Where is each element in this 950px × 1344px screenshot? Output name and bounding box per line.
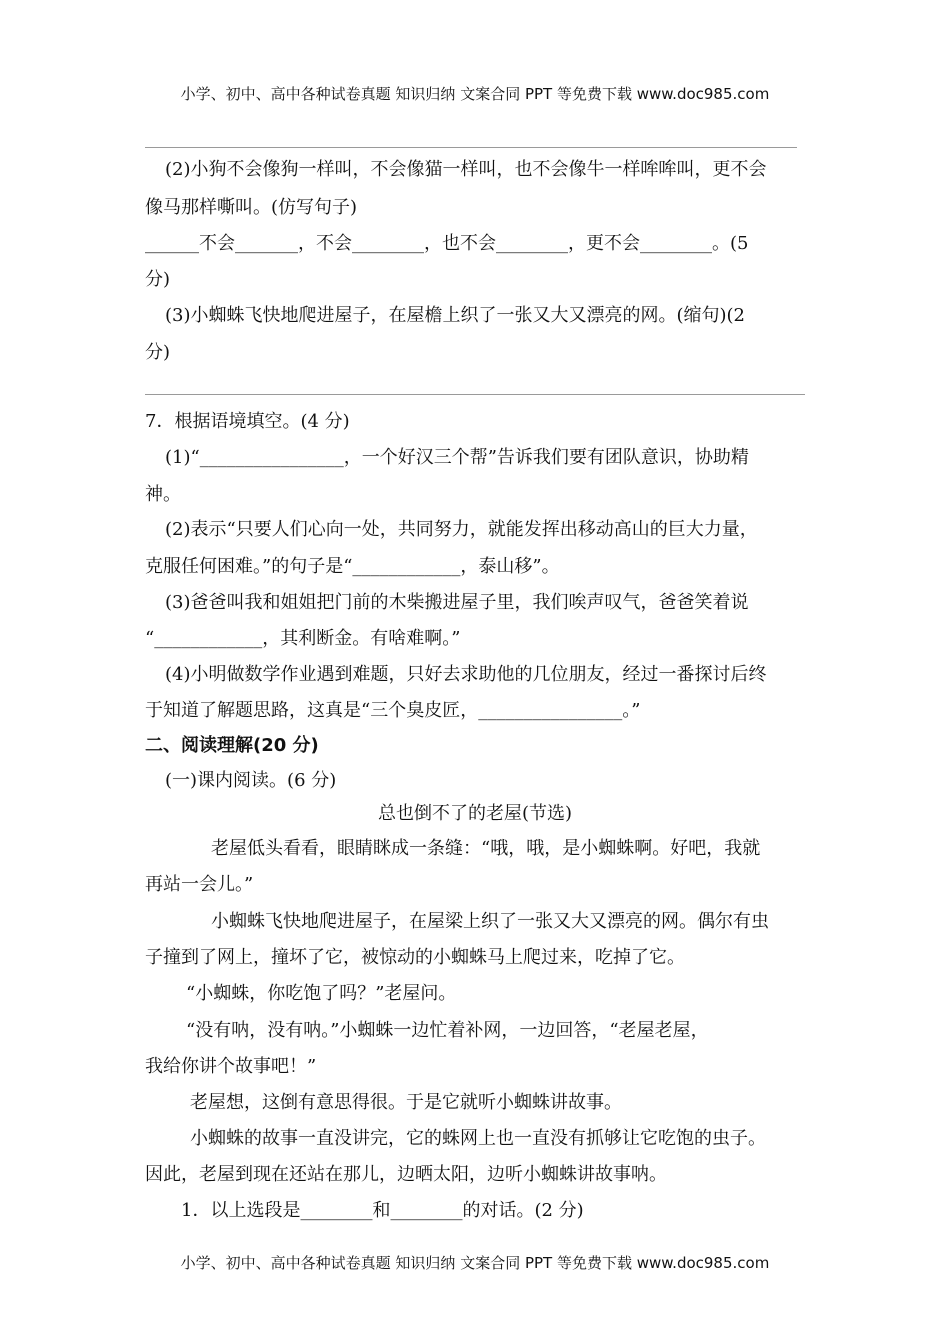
q7-item2-line2: 克服任何困难。”的句子是“____________，泰山移”。 — [145, 556, 560, 577]
passage-para2-line1: 小蜘蛛飞快地爬进屋子，在屋梁上织了一张又大又漂亮的网。偶尔有虫 — [211, 911, 769, 932]
passage-para5: 老屋想，这倒有意思得很。于是它就听小蜘蛛讲故事。 — [190, 1092, 622, 1113]
q7-item3-line2: “____________，其利断金。有啥难啊。” — [145, 628, 461, 649]
q6-part2-score: 分) — [145, 269, 171, 290]
q6-part2-fill-line: ______不会_______，不会________，也不会________，更不会________。(5 — [145, 233, 749, 254]
passage-para1-line1: 老屋低头看看，眼睛眯成一条缝：“哦，哦，是小蜘蛛啊。好吧，我就 — [211, 838, 761, 859]
section2-sub-heading: (一)课内阅读。(6 分) — [165, 770, 337, 791]
q7-item1-line1: (1)“________________，一个好汉三个帮”告诉我们要有团队意识，协助精 — [165, 447, 749, 468]
reading-question-1: 1．以上选段是________和________的对话。(2 分) — [181, 1200, 584, 1221]
answer-line — [145, 394, 805, 395]
q7-item4-line2: 于知道了解题思路，这真是“三个臭皮匠，________________。” — [145, 700, 641, 721]
q6-part2-line1: (2)小狗不会像狗一样叫，不会像猫一样叫，也不会像牛一样哞哞叫，更不会 — [165, 159, 767, 180]
q7-item2-line1: (2)表示“只要人们心向一处，共同努力，就能发挥出移动高山的巨大力量， — [165, 519, 758, 540]
passage-para6-line2: 因此，老屋到现在还站在那儿，边晒太阳，边听小蜘蛛讲故事呐。 — [145, 1164, 667, 1185]
section2-heading: 二、阅读理解(20 分) — [145, 735, 319, 756]
passage-para4-line1: “没有呐，没有呐。”小蜘蛛一边忙着补网，一边回答，“老屋老屋， — [186, 1020, 709, 1041]
q7-title: 7．根据语境填空。(4 分) — [145, 411, 350, 432]
passage-para6-line1: 小蜘蛛的故事一直没讲完，它的蛛网上也一直没有抓够让它吃饱的虫子。 — [190, 1128, 766, 1149]
q6-part3-line1: (3)小蜘蛛飞快地爬进屋子，在屋檐上织了一张又大又漂亮的网。(缩句)(2 — [165, 305, 746, 326]
q6-part3-line2: 分) — [145, 342, 171, 363]
passage-title: 总也倒不了的老屋(节选) — [377, 803, 573, 824]
passage-para4-line2: 我给你讲个故事吧！” — [145, 1056, 317, 1077]
passage-para3: “小蜘蛛，你吃饱了吗？”老屋问。 — [186, 983, 457, 1004]
q7-item3-line1: (3)爸爸叫我和姐姐把门前的木柴搬进屋子里，我们唉声叹气，爸爸笑着说 — [165, 592, 749, 613]
q7-item4-line1: (4)小明做数学作业遇到难题，只好去求助他的几位朋友，经过一番探讨后终 — [165, 664, 767, 685]
passage-para2-line2: 子撞到了网上，撞坏了它，被惊动的小蜘蛛马上爬过来，吃掉了它。 — [145, 947, 685, 968]
answer-line — [145, 147, 797, 148]
q7-item1-line2: 神。 — [145, 484, 181, 505]
page-header: 小学、初中、高中各种试卷真题 知识归纳 文案合同 PPT 等免费下载 www.doc985.com — [180, 85, 770, 103]
page-footer: 小学、初中、高中各种试卷真题 知识归纳 文案合同 PPT 等免费下载 www.doc985.com — [180, 1254, 770, 1272]
q6-part2-line2: 像马那样嘶叫。(仿写句子) — [145, 197, 358, 218]
passage-para1-line2: 再站一会儿。” — [145, 874, 254, 895]
